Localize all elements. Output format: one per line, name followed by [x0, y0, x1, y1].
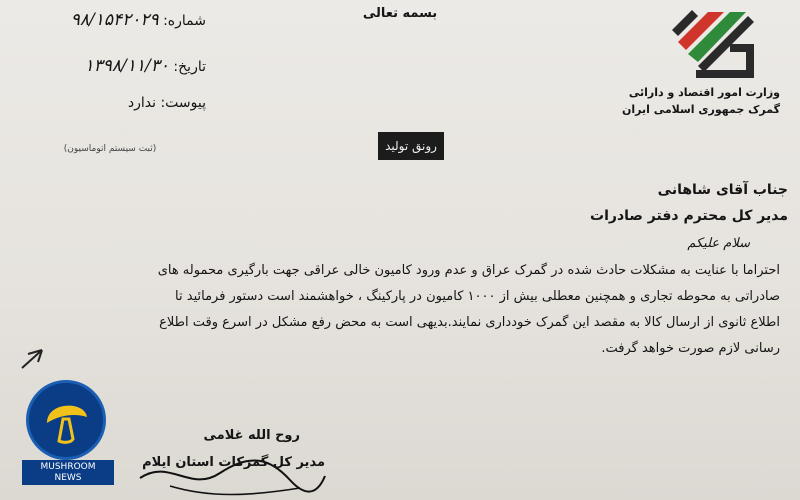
attachment-label: پیوست: — [160, 95, 206, 111]
production-stamp: رونق تولید — [378, 132, 444, 160]
body-line-1: احتراما با عنایت به مشکلات حادث شده در گمرک عراق و عدم ورود کامیون خالی عراقی جهت بارگیری محموله های — [157, 263, 780, 278]
attachment-row — [16, 95, 206, 111]
date-value: ۱۳۹۸/۱۱/۳۰ — [84, 56, 169, 76]
body-line-2: صادراتی به محوطه تجاری و همچنین معطلی بیش از ۱۰۰۰ کامیون در پارکینگ ، خواهشمند است دستور فرمائید تا — [175, 289, 780, 304]
letter-date-row — [16, 56, 206, 76]
ministry-line-2: گمرک جمهوری اسلامی ایران — [621, 103, 780, 116]
mushroom-news-logo-icon — [26, 380, 106, 460]
attachment-value: ندارد — [127, 95, 156, 111]
ministry-line-1: وزارت امور اقتصاد و دارائی — [628, 86, 780, 99]
bismillah-heading: بسمه تعالی — [362, 6, 438, 21]
pen-arrow-mark-icon — [18, 346, 48, 372]
number-label: شماره: — [163, 13, 206, 29]
recipient-title: مدیر کل محترم دفتر صادرات — [590, 208, 788, 224]
watermark-line-2: NEWS — [54, 473, 82, 483]
watermark-label — [22, 460, 114, 485]
number-value: ۹۸/۱۵۴۲۰۲۹ — [70, 10, 159, 30]
body-line-4: رسانی لازم صورت خواهد گرفت. — [601, 341, 780, 356]
greeting: سلام علیکم — [687, 236, 750, 251]
mushroom-news-watermark — [22, 380, 114, 485]
watermark-line-1: MUSHROOM — [40, 462, 96, 472]
signatory-title: مدیر کل گمرکات استان ایلام — [142, 455, 325, 470]
automation-note: (ثبت سیستم اتوماسیون) — [63, 144, 157, 154]
customs-emblem-icon — [668, 4, 764, 84]
ministry-block — [621, 84, 780, 118]
body-line-3: اطلاع ثانوی از ارسال کالا به مقصد این گمرک خودداری نمایند.بدیهی است به محض رفع مشکل در اسرع وقت اطلاع — [159, 315, 780, 330]
signatory-name: روح الله غلامی — [203, 428, 300, 443]
letter-number-row — [16, 10, 206, 30]
date-label: تاریخ: — [173, 59, 206, 75]
recipient-name: جناب آقای شاهانی — [657, 182, 788, 198]
